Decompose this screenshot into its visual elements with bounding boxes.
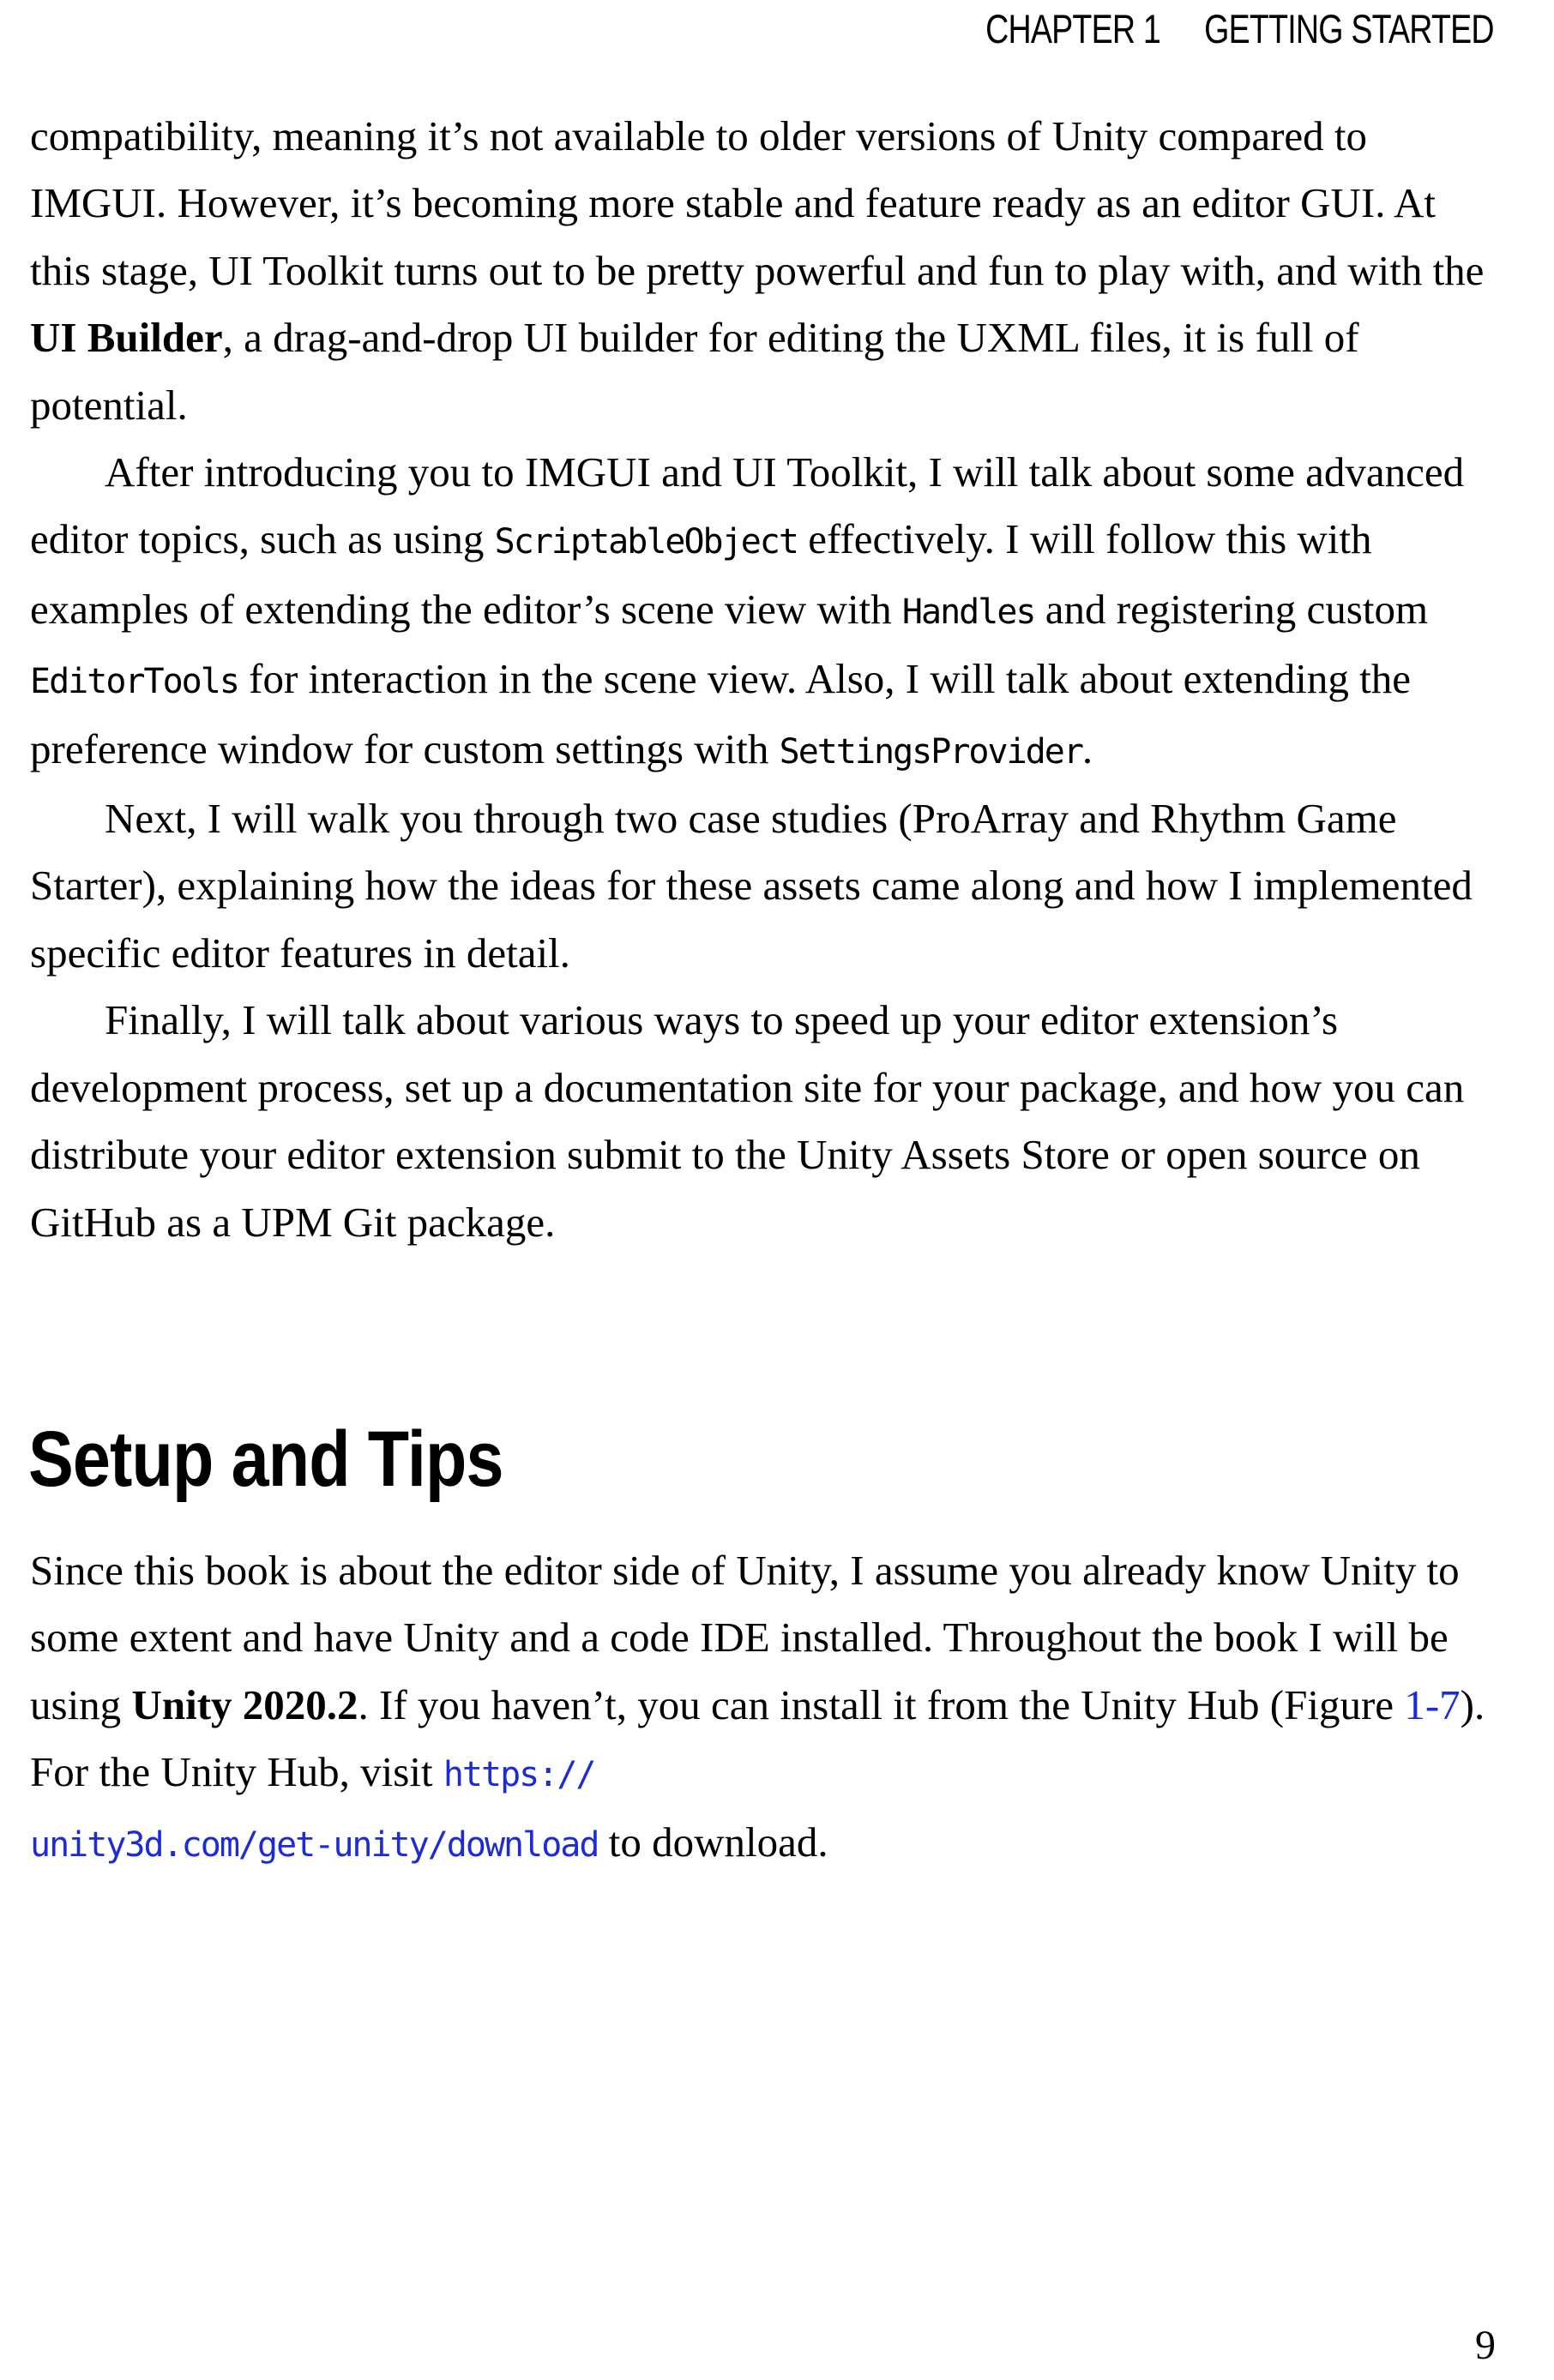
code-scriptableobject: ScriptableObject <box>494 522 798 562</box>
section-paragraph-1 <box>30 1537 1505 1878</box>
section-heading: Setup and Tips <box>28 1415 503 1503</box>
url-part-2[interactable]: unity3d.com/get-unity/download <box>30 1824 599 1865</box>
text-run: After introducing you to IMGUI and UI Toolkit, I will talk about some advanced editor topics, such as using <box>30 448 1465 563</box>
code-handles: Handles <box>901 592 1035 632</box>
intro-paragraph-2 <box>30 439 1505 785</box>
section-body <box>30 1537 1505 1878</box>
figure-reference-link[interactable]: 1-7 <box>1404 1680 1461 1728</box>
text-run: Since this book is about the editor side of Unity, I assume you already know Unity to some extent and have Unity and a code IDE installed. Throughout the book I will be using <box>30 1547 1460 1728</box>
text-run: . <box>1081 724 1093 772</box>
chapter-label: CHAPTER 1 <box>985 6 1161 51</box>
intro-paragraph-3: Next, I will walk you through two case studies (ProArray and Rhythm Game Starter), explaining how the ideas for these assets came along and how I implemented specific editor features in detail. <box>30 795 1473 977</box>
text-run: for interaction in the scene view. Also, I will talk about extending the preference window for custom settings with <box>30 655 1412 772</box>
url-part-1[interactable]: https:// <box>443 1755 595 1795</box>
text-run: to download. <box>598 1818 828 1866</box>
text-run: effectively. I will follow this with examples of extending the editor’s scene view with <box>30 515 1372 633</box>
text-run: . If you haven’t, you can install it from the Unity Hub (Figure <box>358 1680 1405 1728</box>
unity-version-term: Unity 2020.2 <box>131 1680 358 1728</box>
text-run: , a drag-and-drop UI builder for editing the UXML files, it is full of potential. <box>30 314 1359 429</box>
chapter-title: GETTING STARTED <box>1204 6 1494 51</box>
intro-paragraph-1 <box>30 103 1505 439</box>
running-head <box>985 5 1494 52</box>
text-run: compatibility, meaning it’s not available to older versions of Unity compared to IMGUI. However, it’s becoming more stable and feature ready as an editor GUI. At this stage, UI Toolkit turns out to be pretty powerful and fun to play with, and with the <box>30 112 1485 294</box>
text-run: ). For the Unity Hub, visit <box>30 1680 1485 1796</box>
intro-body <box>30 103 1505 1256</box>
ui-builder-term: UI Builder <box>30 314 223 362</box>
code-editortools: EditorTools <box>30 662 238 702</box>
code-settingsprovider: SettingsProvider <box>779 731 1082 772</box>
page-number: 9 <box>1475 2323 1496 2368</box>
text-run: and registering custom <box>1034 585 1429 633</box>
intro-paragraph-4: Finally, I will talk about various ways to speed up your editor extension’s development process, set up a documentation site for your package, and how you can distribute your editor extension submit to the Unity Assets Store or open source on GitHub as a UPM Git package. <box>30 996 1465 1246</box>
